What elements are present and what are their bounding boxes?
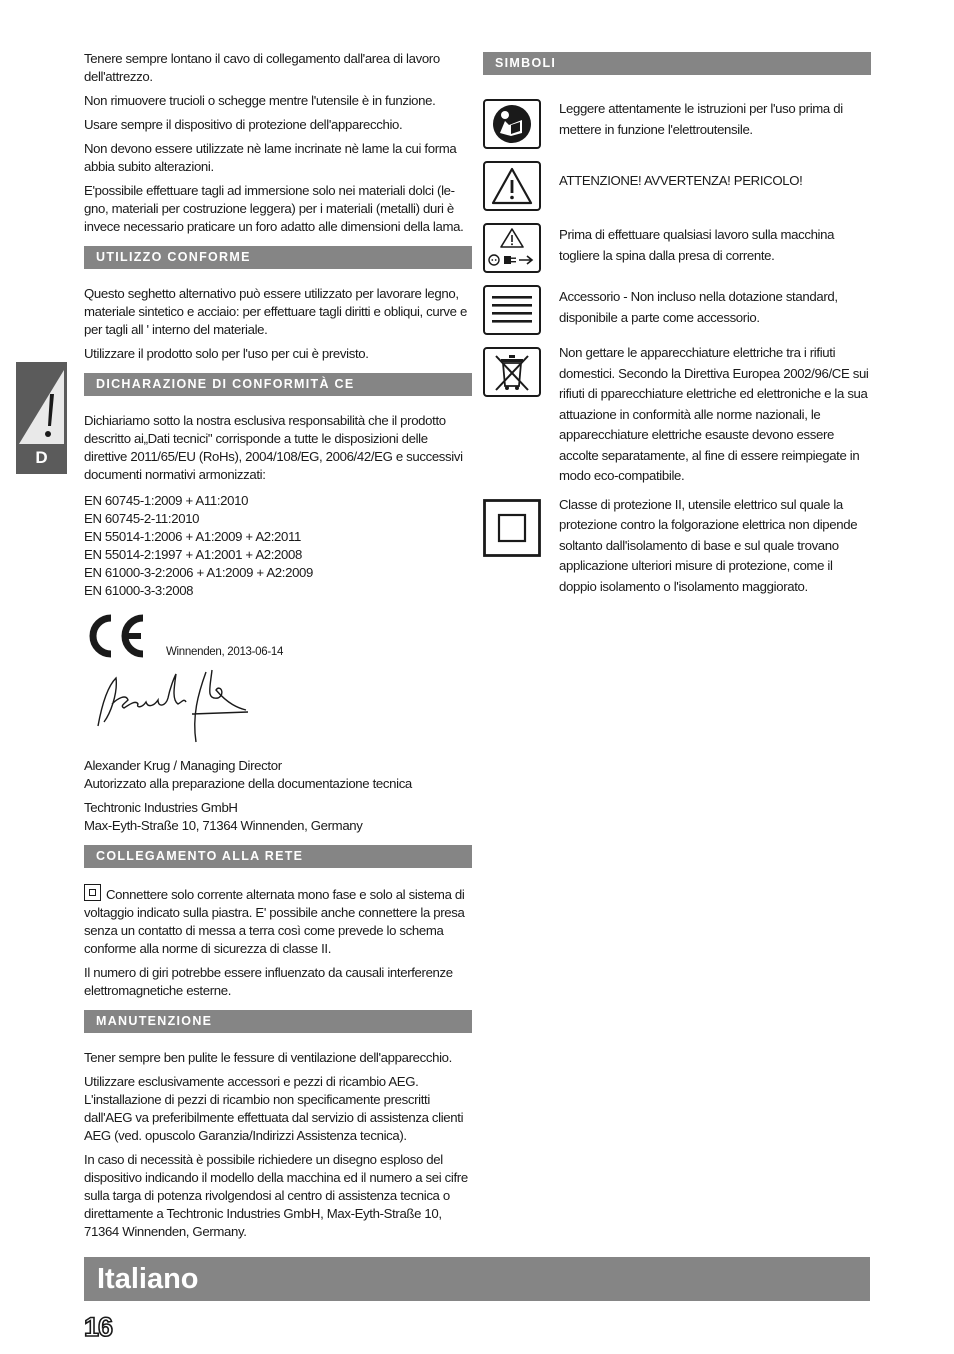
intro-paragraph: Tenere sempre lontano il cavo di collegamento dall'area di lavoro dell'attrezzo.	[84, 51, 440, 84]
section-heading-simboli: SIMBOLI	[483, 52, 871, 75]
symbol-description: Accessorio - Non incluso nella dotazione standard, disponibile a parte come accessorio.	[559, 289, 838, 325]
symbol-row	[483, 99, 871, 149]
standard-item: EN 61000-3-3:2008	[84, 583, 194, 598]
weee-bin-icon	[483, 347, 541, 397]
language-footer-bar: Italiano	[84, 1257, 870, 1301]
symbol-description: ATTENZIONE! AVVERTENZA! PERICOLO!	[559, 173, 803, 188]
warning-icon	[483, 161, 541, 211]
standard-item: EN 60745-2-11:2010	[84, 511, 200, 526]
section-heading-utilizzo: UTILIZZO CONFORME	[84, 246, 472, 269]
collegamento-paragraph: Il numero di giri potrebbe essere influenzato da causali interferenze elettromagnetiche esterne.	[84, 965, 453, 998]
conformita-paragraph: Dichiariamo sotto la nostra esclusiva responsabilità che il prodotto descritto ai„Dati tecnici" corrisponde a tutte le disposizioni delle direttive 2011/65/EU (RoHs), 2004/108/EG, 2006/42/EG e successivi documenti normativi armonizzati:	[84, 413, 463, 482]
standard-item: EN 55014-2:1997 + A1:2001 + A2:2008	[84, 547, 302, 562]
symbol-row	[483, 496, 871, 598]
left-column	[84, 50, 472, 1247]
collegamento-paragraph	[84, 884, 472, 958]
intro-paragraph: E'possibile effettuare tagli ad immersione solo nei materiali dolci (le-gno, materiali per costruzione leggera) per i materiali (metalli) duri è invece necessario praticare un foro adatto alle dimensioni della lama.	[84, 183, 464, 234]
manutenzione-paragraph: Utilizzare esclusivamente accessori e pezzi di ricambio AEG. L'installazione di pezzi di ricambio non specificamente prescritti dall'AEG va preferibilmente effettuata dal servizio di assistenza clienti AEG (ved. opuscolo Garanzia/Indirizzi Assistenza tecnica).	[84, 1074, 464, 1143]
standard-item: EN 60745-1:2009 + A11:2010	[84, 493, 249, 508]
class-ii-icon	[483, 499, 541, 557]
utilizzo-paragraph: Utilizzare il prodotto solo per l'uso per cui è previsto.	[84, 346, 369, 361]
section-heading-collegamento: COLLEGAMENTO ALLA RETE	[84, 845, 472, 868]
intro-paragraph: Non devono essere utilizzate nè lame incrinate nè lame la cui forma abbia subito alterazioni.	[84, 141, 457, 174]
symbol-row	[483, 223, 871, 273]
manutenzione-paragraph: Tener sempre ben pulite le fessure di ventilazione dell'apparecchio.	[84, 1050, 452, 1065]
symbol-row	[483, 347, 871, 487]
symbol-description: Prima di effettuare qualsiasi lavoro sulla macchina togliere la spina dalla presa di corrente.	[559, 227, 835, 263]
signatory-name: Alexander Krug / Managing Director	[84, 758, 282, 773]
ce-mark-icon	[84, 614, 150, 658]
warning-triangle-icon	[17, 364, 66, 446]
side-tab-letter: D	[35, 448, 48, 467]
page-number: 16	[84, 1312, 113, 1342]
collegamento-text: Connettere solo corrente alternata mono fase e solo al sistema di voltaggio indicato sulla piastra. E' possibile anche connettere la presa senza un contatto di messa a terra così come prevede lo schema conforme alla norme di sicurezza di classe II.	[84, 887, 465, 956]
intro-paragraph: Non rimuovere trucioli o schegge mentre l'utensile è in funzione.	[84, 93, 436, 108]
accessory-icon	[483, 285, 541, 335]
section-heading-conformita: DICHARAZIONE DI CONFORMITÀ CE	[84, 373, 472, 396]
read-manual-icon	[483, 99, 541, 149]
symbol-row	[483, 161, 871, 211]
standards-list	[84, 492, 472, 600]
utilizzo-paragraph: Questo seghetto alternativo può essere utilizzato per lavorare legno, materiale sintetico e acciaio: per effettuare tagli diritti e obliqui, curve e per tagli all ' interno del materiale.	[84, 286, 467, 337]
unplug-icon	[483, 223, 541, 273]
right-column	[483, 52, 871, 609]
place-date: Winnenden, 2013-06-14	[166, 646, 284, 658]
standard-item: EN 55014-1:2006 + A1:2009 + A2:2011	[84, 529, 302, 544]
company-address: Max-Eyth-Straße 10, 71364 Winnenden, Germany	[84, 818, 363, 833]
company-name: Techtronic Industries GmbH	[84, 800, 238, 815]
symbol-description: Classe di protezione II, utensile elettrico sul quale la protezione contro la folgorazione elettrica non dipende soltanto dall'isolamento di base e sul quale trovano applicazione ulteriori misure di protezione, come il doppio isolamento o l'isolamento maggiorato.	[559, 496, 858, 594]
symbol-description: Leggere attentamente le istruzioni per l'uso prima di mettere in funzione l'elettroutensile.	[559, 101, 843, 137]
symbol-description: Non gettare le apparecchiature elettriche tra i rifiuti domestici. Secondo la Direttiva Europea 2002/96/CE sui rifiuti di pparecchiature elettriche ed elettroniche e la sua attuazione in conformità alle norme nazionali, le apparecchiature elettriche esauste devono essere accolte separatamente, al fine di essere reimpiegate in modo eco-compatibile.	[559, 345, 869, 483]
signature-image	[88, 664, 258, 748]
standard-item: EN 61000-3-2:2006 + A1:2009 + A2:2009	[84, 565, 314, 580]
section-heading-manutenzione: MANUTENZIONE	[84, 1010, 472, 1033]
language-side-tab	[16, 362, 67, 474]
ce-row	[84, 614, 472, 658]
intro-paragraph: Usare sempre il dispositivo di protezione dell'apparecchio.	[84, 117, 403, 132]
manutenzione-paragraph: In caso di necessità è possibile richiedere un disegno esploso del dispositivo indicando il modello della macchina ed il numero a sei cifre sulla targa di potenza rivolgendosi al centro di assistenza tecnica o direttamente a Techtronic Industries GmbH, Max-Eyth-Straße 10, 71364 Winnenden, Germany.	[84, 1152, 468, 1239]
class-ii-icon	[84, 884, 101, 901]
signatory-role: Autorizzato alla preparazione della documentazione tecnica	[84, 776, 412, 791]
symbol-row	[483, 285, 871, 335]
